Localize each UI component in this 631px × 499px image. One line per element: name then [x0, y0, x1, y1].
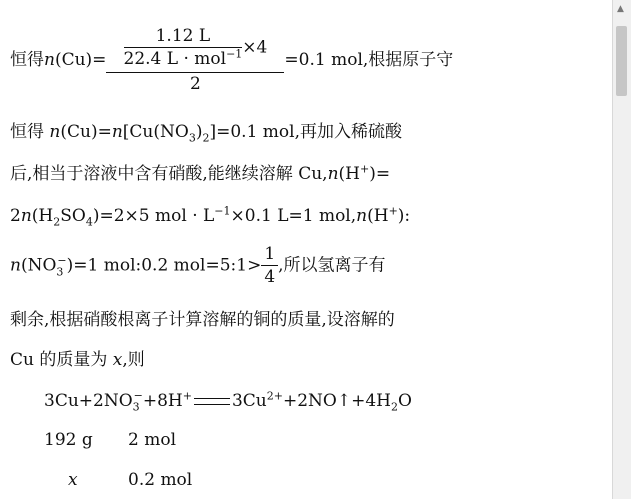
- line4-g: ):: [397, 206, 411, 226]
- line5-frac-den: 4: [264, 267, 276, 287]
- vertical-scrollbar[interactable]: [612, 0, 631, 499]
- reaction-nitrate-charge: [132, 389, 143, 414]
- text-line-4: [10, 204, 411, 229]
- line6-text: 剩余,根据硝酸根离子计算溶解的铜的质量,设溶解的: [10, 310, 395, 330]
- line4-sub4: 4: [85, 215, 93, 229]
- line4-e: ×0.1 L=1 mol,: [230, 206, 357, 226]
- eq1-inner-fraction: [124, 28, 243, 68]
- text-line-3: [10, 162, 391, 184]
- line4-sup: +: [388, 204, 398, 218]
- line2-c: [Cu(NO: [122, 122, 189, 142]
- text-line-7: [10, 352, 145, 369]
- line5-frac-num: 1: [261, 246, 278, 266]
- line4-n1: n: [20, 206, 32, 226]
- reaction-sub2: 2: [391, 400, 398, 414]
- reaction-b: +8H: [142, 391, 183, 411]
- line2-n2: n: [111, 122, 123, 142]
- reaction-d: +2NO↑+4H: [282, 391, 391, 411]
- line4-a: 2: [10, 206, 21, 226]
- line5-nitrate-charge: [56, 253, 67, 278]
- text-line-6: [10, 312, 395, 329]
- scroll-up-arrow-icon[interactable]: ▲: [617, 4, 624, 14]
- line7-b: ,则: [122, 350, 145, 370]
- line3-sup: +: [360, 162, 370, 176]
- line3-n: n: [327, 164, 339, 184]
- eq1-outer-numerator: [106, 28, 284, 73]
- line4-n2: n: [356, 206, 368, 226]
- reaction-equation: [44, 389, 412, 414]
- row2-mol: 0.2 mol: [128, 470, 193, 490]
- reaction-sup1: −: [133, 389, 143, 403]
- eq1-prefix: 恒得: [10, 50, 44, 70]
- line5-sup: −: [57, 253, 67, 267]
- eq1-outer-denominator: 2: [190, 74, 201, 94]
- line4-supm1: −1: [214, 204, 231, 218]
- line5-sub: 3: [56, 264, 64, 278]
- eq1-inner-den-exp: −1: [226, 47, 243, 61]
- line2-sub3: 3: [188, 131, 196, 145]
- scrollbar-thumb[interactable]: [616, 26, 627, 96]
- line2-sub2: 2: [202, 131, 210, 145]
- eq1-n: n: [44, 50, 55, 70]
- reaction-equals-arrow: [194, 398, 230, 405]
- eq1-cu: (Cu)=: [54, 50, 107, 70]
- text-line-2: [10, 122, 402, 145]
- line7-x: x: [112, 350, 123, 370]
- line5-b: )=1 mol:0.2 mol=5:1>: [66, 255, 262, 276]
- reaction-sup2: +: [182, 389, 192, 403]
- line4-d: )=2×5 mol · L: [92, 206, 215, 226]
- line2-b: (Cu)=: [60, 122, 112, 142]
- eq1-inner-denominator: [124, 48, 243, 68]
- row2-x: x: [68, 470, 78, 490]
- eq1-times-four: ×4: [242, 37, 268, 58]
- line5-a: (NO: [20, 255, 57, 276]
- line5-n: n: [10, 255, 21, 276]
- equation-cu-moles: [10, 28, 453, 93]
- stoich-row-2: [68, 472, 192, 489]
- reaction-a: 3Cu+2NO: [44, 391, 133, 411]
- line4-b: (H: [31, 206, 54, 226]
- line3-c: )=: [369, 164, 391, 184]
- eq1-result: =0.1 mol,根据原子守: [284, 50, 454, 70]
- reaction-sup3: 2+: [266, 389, 283, 403]
- eq1-inner-den-text: 22.4 L · mol: [123, 49, 227, 69]
- line4-c: SO: [60, 206, 86, 226]
- line7-a: Cu 的质量为: [10, 350, 113, 370]
- line5-quarter-fraction: [261, 246, 278, 286]
- line2-a: 恒得: [10, 122, 50, 142]
- row1-mass: 192 g: [44, 430, 93, 450]
- eq1-outer-fraction: [106, 28, 284, 93]
- line2-e: ]=0.1 mol,再加入稀硫酸: [209, 122, 402, 142]
- stoich-row-1: [44, 432, 176, 449]
- reaction-sub3: 3: [132, 400, 140, 414]
- line4-f: (H: [367, 206, 389, 226]
- line2-d: ): [195, 122, 203, 142]
- line4-sub2: 2: [53, 215, 61, 229]
- reaction-c: 3Cu: [231, 391, 267, 411]
- eq1-inner-numerator: 1.12 L: [124, 28, 243, 48]
- reaction-e: O: [398, 391, 412, 411]
- row1-mol: 2 mol: [128, 430, 177, 450]
- text-line-5: [10, 246, 386, 286]
- line2-n1: n: [49, 122, 61, 142]
- line3-a: 后,相当于溶液中含有硝酸,能继续溶解 Cu,: [10, 164, 328, 184]
- line5-c: ,所以氢离子有: [278, 255, 386, 276]
- line3-b: (H: [338, 164, 360, 184]
